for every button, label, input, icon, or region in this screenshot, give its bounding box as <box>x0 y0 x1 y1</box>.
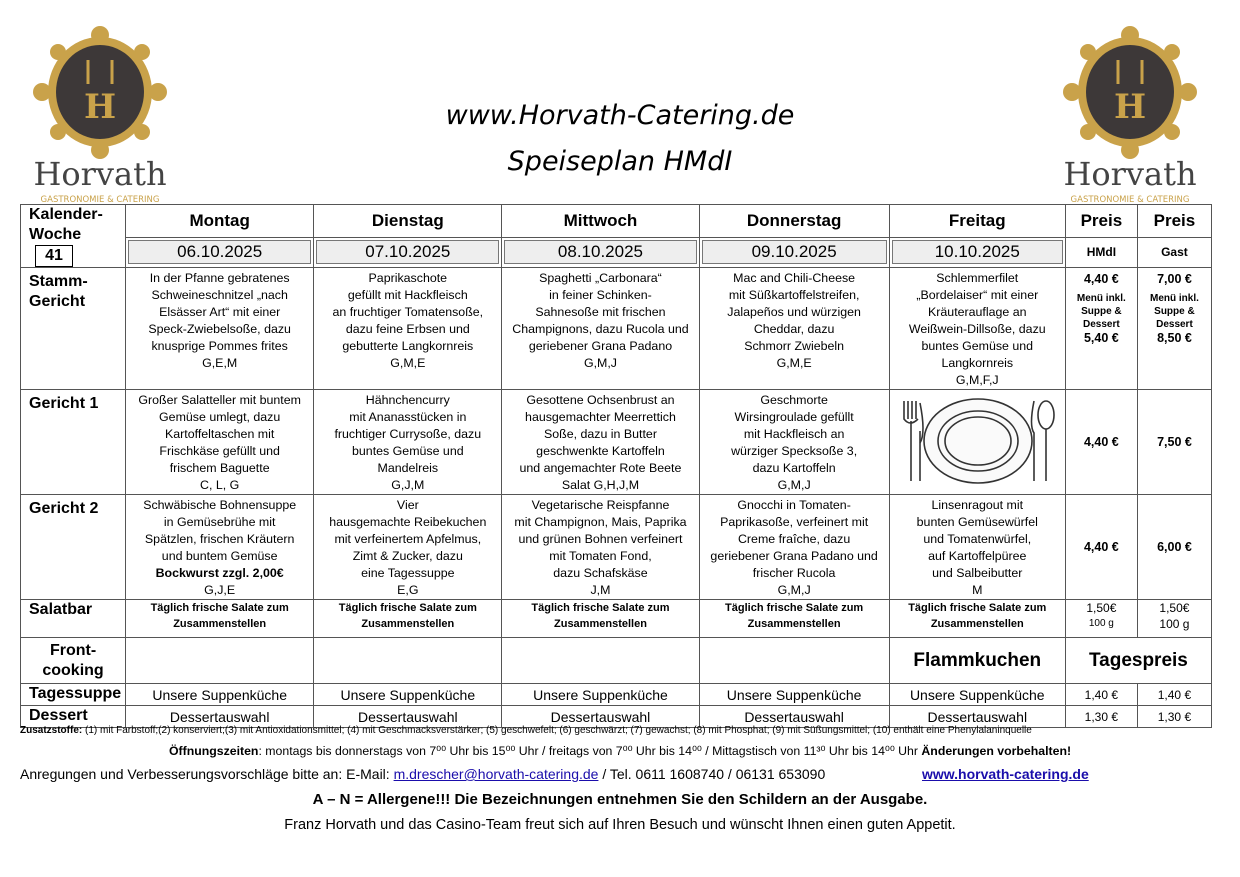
price-header-sub: HMdI <box>1065 237 1137 267</box>
dish-cell: Spaghetti „Carbonara“ in feiner Schinken- Sahnesoße mit frischen Champignons, dazu Rucola und geriebener Grana Padano G,M,J <box>502 268 699 390</box>
zusatzstoffe-note <box>20 725 1220 736</box>
dish-cell <box>126 495 314 600</box>
logo-emblem-icon <box>20 20 180 205</box>
dessert-cell: Dessertauswahl <box>126 706 314 728</box>
row-label: Dessert <box>21 706 126 728</box>
svg-text:Horvath: Horvath <box>1063 155 1197 193</box>
email-link[interactable]: m.drescher@horvath-catering.de <box>393 766 599 782</box>
svg-text:H: H <box>83 87 117 127</box>
aenderungen-note: Änderungen vorbehalten! <box>921 744 1072 758</box>
dish-cell: Hähnchencurry mit Ananasstücken in fruchtiger Currysoße, dazu buntes Gemüse und Mandelreis G,J,M <box>314 390 502 495</box>
price-cell <box>1065 268 1137 390</box>
zusatz-text: (1) mit Farbstoff;(2) konserviert;(3) mit Antioxidationsmittel; (4) mit Geschmacksverstärker; (5) geschwefelt; (6) geschwärzt; (7) gewachst; (8) mit Phosphat; (9) mit Süßungsmittel; (10) enthält eine Phenylalaninquelle <box>82 725 1032 736</box>
frontcooking-row <box>21 638 1212 684</box>
price-cell <box>1137 268 1211 390</box>
menu-table <box>20 204 1212 728</box>
price-cell <box>1065 600 1137 638</box>
oeffnung-text: : montags bis donnerstags von 7⁰⁰ Uhr bis 15⁰⁰ Uhr / freitags von 7⁰⁰ Uhr bis 14⁰⁰ / Mittagstisch von 11³⁰ Uhr bis 14⁰⁰ Uhr <box>258 744 922 758</box>
suppe-cell: Unsere Suppenküche <box>314 684 502 706</box>
dish-cell: Gesottene Ochsenbrust an hausgemachter Meerrettich Soße, dazu in Butter geschwenkte Kartoffeln und angemachter Rote Beete Salat G,H,J,M <box>502 390 699 495</box>
day-date: 09.10.2025 <box>702 240 887 264</box>
day-date: 06.10.2025 <box>128 240 311 264</box>
dish-extra: Bockwurst zzgl. 2,00€ <box>155 566 284 580</box>
suppe-cell: Unsere Suppenküche <box>889 684 1065 706</box>
dish-cell: Mac and Chili-Cheese mit Süßkartoffelstreifen, Jalapeños und würzigen Cheddar, dazu Schmorr Zwiebeln G,M,E <box>699 268 889 390</box>
salatbar-row <box>21 600 1212 638</box>
logo-emblem-icon <box>1050 20 1210 205</box>
day-date: 08.10.2025 <box>504 240 696 264</box>
price-value: 1,40 € <box>1137 684 1211 706</box>
price-header-title: Preis <box>1137 205 1211 238</box>
price-cell <box>1137 600 1211 638</box>
website-title: www.Horvath-Catering.de <box>445 100 795 131</box>
dessert-cell: Dessertauswahl <box>889 706 1065 728</box>
zusatz-label: Zusatzstoffe: <box>20 725 83 736</box>
dish-cell: Linsenragout mit bunten Gemüsewürfel und Tomatenwürfel, auf Kartoffelpüree und Salbeibutter M <box>889 495 1065 600</box>
telephone-text: / Tel. 0611 1608740 / 06131 653090 <box>598 766 826 782</box>
day-header-row <box>21 205 1212 238</box>
stammgericht-row <box>21 268 1212 390</box>
price-value: 6,00 € <box>1137 495 1211 600</box>
price-value: 1,40 € <box>1065 684 1137 706</box>
date-row <box>21 237 1212 267</box>
salat-cell: Täglich frische Salate zum Zusammenstellen <box>889 600 1065 638</box>
allergene-note: A – N = Allergene!!! Die Bezeichnungen entnehmen Sie den Schildern an der Ausgabe. <box>312 791 928 808</box>
oeffnung-label: Öffnungszeiten <box>168 744 259 758</box>
gericht2-row <box>21 495 1212 600</box>
dish-allergens: G,J,E <box>204 583 236 597</box>
price-value: 1,30 € <box>1137 706 1211 728</box>
empty-cell <box>502 638 699 684</box>
price-value: 4,40 € <box>1083 272 1119 286</box>
svg-text:GASTRONOMIE & CATERING: GASTRONOMIE & CATERING <box>40 195 160 205</box>
day-name: Dienstag <box>314 205 502 238</box>
row-label: Salatbar <box>21 600 126 638</box>
week-number: 41 <box>35 245 73 267</box>
menu-price: 5,40 € <box>1083 331 1119 345</box>
tagessuppe-row <box>21 684 1212 706</box>
price-value: 7,50 € <box>1137 390 1211 495</box>
dessert-cell: Dessertauswahl <box>314 706 502 728</box>
dish-cell: In der Pfanne gebratenes Schweineschnitzel „nach Elsässer Art“ mit einer Speck-Zwiebelsoße, dazu knusprige Pommes frites G,E,M <box>126 268 314 390</box>
oeffnungszeiten-note <box>20 744 1220 758</box>
website-link[interactable]: www.horvath-catering.de <box>922 766 1089 782</box>
salat-cell: Täglich frische Salate zum Zusammenstellen <box>699 600 889 638</box>
dish-cell: Schlemmerfilet „Bordelaiser“ mit einer Kräuterauflage an Weißwein-Dillsoße, dazu buntes Gemüse und Langkornreis G,M,F,J <box>889 268 1065 390</box>
suppe-cell: Unsere Suppenküche <box>126 684 314 706</box>
svg-text:H: H <box>1113 87 1147 127</box>
empty-cell <box>699 638 889 684</box>
price-value: 4,40 € <box>1065 495 1137 600</box>
suppe-cell: Unsere Suppenküche <box>699 684 889 706</box>
anregungen-text: Anregungen und Verbesserungsvorschläge bitte an: E-Mail: <box>20 766 394 782</box>
svg-text:GASTRONOMIE & CATERING: GASTRONOMIE & CATERING <box>1070 195 1190 205</box>
horvath-logo-right <box>1050 20 1210 205</box>
dish-text: Schwäbische Bohnensuppe in Gemüsebrühe mit Spätzlen, frischen Kräutern und buntem Gemüse <box>143 498 297 563</box>
price-value: 7,00 € <box>1157 272 1192 286</box>
empty-cell <box>314 638 502 684</box>
kalenderwoche-cell <box>21 205 126 268</box>
salat-cell: Täglich frische Salate zum Zusammenstellen <box>126 600 314 638</box>
row-label: Tagessuppe <box>21 684 126 706</box>
dish-cell: Vegetarische Reispfanne mit Champignon, Mais, Paprika und grünen Bohnen verfeinert mit Tomaten Fond, dazu Schafskäse J,M <box>502 495 699 600</box>
empty-cell <box>126 638 314 684</box>
horvath-logo-left <box>20 20 180 205</box>
price-value: 4,40 € <box>1065 390 1137 495</box>
dish-cell: Vier hausgemachte Reibekuchen mit verfeinertem Apfelmus, Zimt & Zucker, dazu eine Tagessuppe E,G <box>314 495 502 600</box>
frontcooking-price: Tagespreis <box>1065 638 1211 684</box>
plan-title: Speiseplan HMdI <box>507 146 733 177</box>
dish-cell: Großer Salatteller mit buntem Gemüse umlegt, dazu Kartoffeltaschen mit Frischkäse gefüllt und frischem Baguette C, L, G <box>126 390 314 495</box>
svg-text:Horvath: Horvath <box>33 155 167 193</box>
greeting-note: Franz Horvath und das Casino-Team freut sich auf Ihren Besuch und wünscht Ihnen einen guten Appetit. <box>284 817 956 833</box>
day-name: Donnerstag <box>699 205 889 238</box>
menu-note: Menü inkl. Suppe & Dessert <box>1149 293 1199 330</box>
week-label-2: Woche <box>29 226 82 243</box>
price-value: 1,50€ <box>1159 601 1190 615</box>
price-unit: 100 g <box>1088 618 1114 629</box>
plate-cell <box>889 390 1065 495</box>
menu-note: Menü inkl. Suppe & Dessert <box>1076 293 1126 330</box>
row-label: Gericht 2 <box>21 495 126 600</box>
row-label: Front- cooking <box>21 638 126 684</box>
price-header-sub: Gast <box>1137 237 1211 267</box>
menu-price: 8,50 € <box>1157 331 1192 345</box>
salat-cell: Täglich frische Salate zum Zusammenstellen <box>314 600 502 638</box>
price-value: 1,50€ <box>1086 601 1117 615</box>
week-label-1: Kalender- <box>29 206 103 223</box>
frontcooking-dish: Flammkuchen <box>889 638 1065 684</box>
day-name: Freitag <box>889 205 1065 238</box>
price-header-title: Preis <box>1065 205 1137 238</box>
dessert-cell: Dessertauswahl <box>699 706 889 728</box>
day-name: Montag <box>126 205 314 238</box>
row-label: Gericht 1 <box>21 390 126 495</box>
day-name: Mittwoch <box>502 205 699 238</box>
row-label: Stamm- Gericht <box>21 268 126 390</box>
dish-cell: Geschmorte Wirsingroulade gefüllt mit Hackfleisch an würziger Specksoße 3, dazu Kartoffeln G,M,J <box>699 390 889 495</box>
day-date: 07.10.2025 <box>316 240 499 264</box>
plate-cutlery-icon <box>890 391 1066 489</box>
price-unit: 100 g <box>1159 617 1190 631</box>
dessert-cell: Dessertauswahl <box>502 706 699 728</box>
day-date: 10.10.2025 <box>892 240 1063 264</box>
dish-cell: Paprikaschote gefüllt mit Hackfleisch an fruchtiger Tomatensoße, dazu feine Erbsen und gebutterte Langkornreis G,M,E <box>314 268 502 390</box>
contact-line <box>20 766 1220 782</box>
gericht1-row <box>21 390 1212 495</box>
price-value: 1,30 € <box>1065 706 1137 728</box>
dish-cell: Gnocchi in Tomaten- Paprikasoße, verfeinert mit Creme fraîche, dazu geriebener Grana Padano und frischer Rucola G,M,J <box>699 495 889 600</box>
suppe-cell: Unsere Suppenküche <box>502 684 699 706</box>
salat-cell: Täglich frische Salate zum Zusammenstellen <box>502 600 699 638</box>
